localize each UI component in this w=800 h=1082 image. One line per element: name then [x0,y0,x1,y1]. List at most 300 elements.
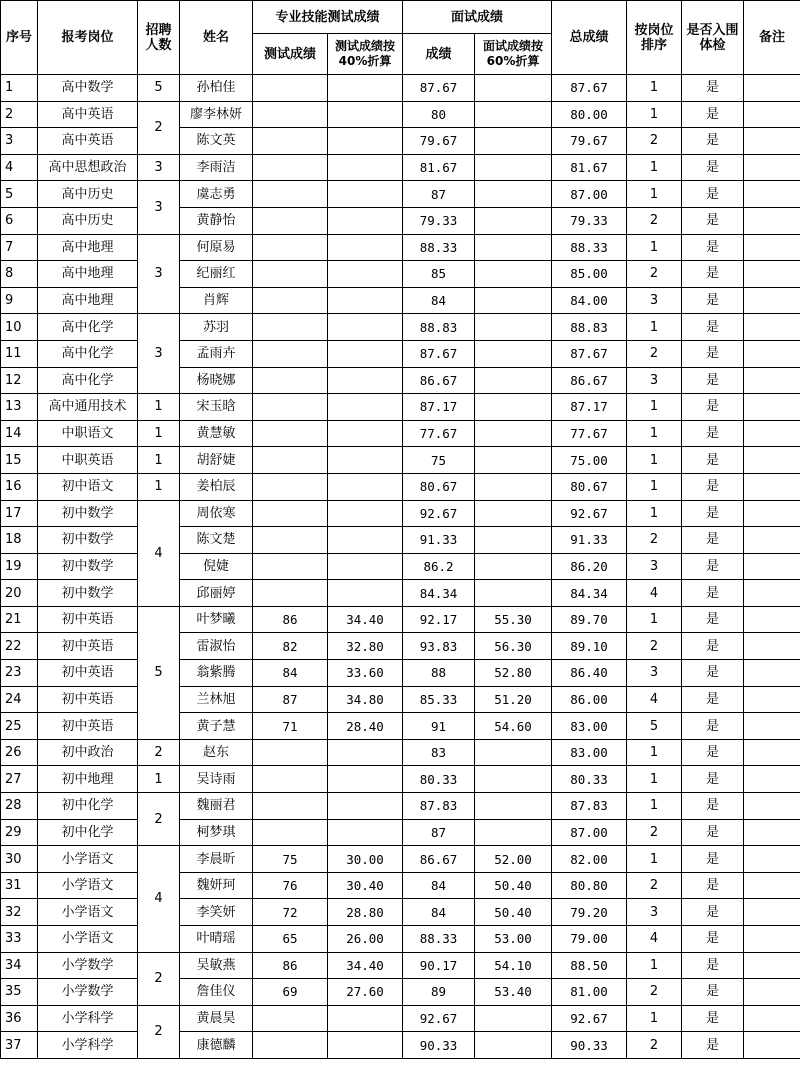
cell-skill-weighted: 33.60 [328,660,403,687]
cell-interview-score: 91.33 [403,527,475,554]
cell-skill-score [253,394,328,421]
cell-seq: 18 [1,527,38,554]
table-row [1,340,800,367]
cell-skill-score [253,154,328,181]
cell-skill-score [253,340,328,367]
cell-interview-weighted [475,234,552,261]
cell-post: 初中英语 [38,606,138,633]
cell-physical: 是 [682,952,744,979]
cell-interview-weighted: 50.40 [475,872,552,899]
cell-interview-score: 86.2 [403,553,475,580]
cell-skill-weighted [328,154,403,181]
cell-post: 小学语文 [38,926,138,953]
cell-interview-weighted [475,500,552,527]
cell-seq: 20 [1,580,38,607]
cell-interview-score: 80 [403,101,475,128]
cell-interview-score: 84 [403,287,475,314]
cell-post: 初中化学 [38,793,138,820]
cell-quota: 1 [138,394,180,421]
cell-remark [744,739,800,766]
cell-quota: 5 [138,75,180,102]
cell-skill-score [253,181,328,208]
table-row [1,846,800,873]
cell-total: 89.10 [552,633,627,660]
cell-physical: 是 [682,553,744,580]
cell-skill-score [253,128,328,155]
cell-interview-score: 88 [403,660,475,687]
cell-total: 87.83 [552,793,627,820]
cell-rank: 1 [627,952,682,979]
cell-skill-score: 72 [253,899,328,926]
cell-name: 孙柏佳 [180,75,253,102]
cell-name: 李晨昕 [180,846,253,873]
cell-interview-score: 80.33 [403,766,475,793]
cell-skill-score: 87 [253,686,328,713]
cell-skill-score [253,420,328,447]
cell-interview-weighted [475,394,552,421]
cell-skill-score [253,1005,328,1032]
cell-interview-weighted: 50.40 [475,899,552,926]
cell-interview-weighted: 52.80 [475,660,552,687]
cell-rank: 1 [627,181,682,208]
table-row [1,447,800,474]
cell-skill-score [253,101,328,128]
cell-post: 初中政治 [38,739,138,766]
cell-seq: 31 [1,872,38,899]
table-row [1,819,800,846]
cell-rank: 1 [627,75,682,102]
cell-remark [744,527,800,554]
cell-name: 翁紫腾 [180,660,253,687]
cell-name: 黄慧敏 [180,420,253,447]
cell-skill-weighted [328,1005,403,1032]
cell-skill-weighted: 30.00 [328,846,403,873]
cell-seq: 10 [1,314,38,341]
cell-interview-score: 87 [403,819,475,846]
cell-interview-weighted [475,580,552,607]
table-row [1,872,800,899]
cell-skill-weighted [328,527,403,554]
cell-skill-weighted: 28.80 [328,899,403,926]
cell-rank: 3 [627,899,682,926]
cell-remark [744,766,800,793]
cell-interview-score: 86.67 [403,367,475,394]
cell-remark [744,181,800,208]
cell-rank: 2 [627,819,682,846]
cell-seq: 32 [1,899,38,926]
cell-post: 初中英语 [38,713,138,740]
col-header-seq: 序号 [1,1,38,75]
cell-physical: 是 [682,872,744,899]
cell-rank: 1 [627,394,682,421]
cell-quota: 2 [138,952,180,1005]
cell-total: 87.67 [552,75,627,102]
cell-interview-weighted [475,793,552,820]
cell-quota: 1 [138,473,180,500]
cell-interview-weighted [475,473,552,500]
cell-interview-weighted [475,207,552,234]
cell-remark [744,500,800,527]
cell-seq: 34 [1,952,38,979]
cell-total: 84.34 [552,580,627,607]
col-header-rank: 按岗位排序 [627,1,682,75]
cell-interview-weighted [475,819,552,846]
cell-seq: 13 [1,394,38,421]
cell-rank: 1 [627,314,682,341]
cell-seq: 17 [1,500,38,527]
cell-rank: 3 [627,553,682,580]
table-row [1,739,800,766]
cell-seq: 22 [1,633,38,660]
cell-rank: 1 [627,846,682,873]
cell-total: 87.17 [552,394,627,421]
cell-skill-weighted [328,819,403,846]
cell-skill-weighted: 26.00 [328,926,403,953]
cell-interview-weighted [475,1032,552,1059]
cell-total: 80.67 [552,473,627,500]
cell-rank: 1 [627,154,682,181]
col-header-physical: 是否入围体检 [682,1,744,75]
cell-rank: 3 [627,367,682,394]
cell-name: 宋玉晗 [180,394,253,421]
table-row [1,367,800,394]
cell-rank: 1 [627,234,682,261]
cell-interview-score: 81.67 [403,154,475,181]
cell-skill-weighted [328,101,403,128]
cell-post: 高中通用技术 [38,394,138,421]
cell-post: 初中地理 [38,766,138,793]
cell-remark [744,713,800,740]
cell-remark [744,979,800,1006]
cell-physical: 是 [682,580,744,607]
cell-skill-score [253,553,328,580]
cell-skill-score [253,75,328,102]
cell-total: 84.00 [552,287,627,314]
cell-quota: 3 [138,154,180,181]
cell-post: 高中地理 [38,234,138,261]
col-header-interview-score: 成绩 [403,34,475,75]
cell-name: 杨晓娜 [180,367,253,394]
cell-interview-score: 92.67 [403,1005,475,1032]
cell-total: 83.00 [552,713,627,740]
cell-name: 陈文英 [180,128,253,155]
cell-skill-weighted: 30.40 [328,872,403,899]
cell-name: 纪丽红 [180,261,253,288]
cell-total: 87.00 [552,819,627,846]
cell-interview-weighted [475,154,552,181]
cell-interview-score: 86.67 [403,846,475,873]
cell-post: 初中英语 [38,660,138,687]
cell-name: 柯梦琪 [180,819,253,846]
cell-name: 邱丽婷 [180,580,253,607]
table-row [1,979,800,1006]
cell-remark [744,420,800,447]
cell-remark [744,926,800,953]
cell-skill-score [253,447,328,474]
cell-seq: 21 [1,606,38,633]
cell-skill-weighted [328,1032,403,1059]
cell-physical: 是 [682,181,744,208]
cell-interview-score: 75 [403,447,475,474]
cell-physical: 是 [682,713,744,740]
cell-rank: 1 [627,793,682,820]
cell-physical: 是 [682,819,744,846]
cell-physical: 是 [682,739,744,766]
cell-total: 80.33 [552,766,627,793]
cell-total: 80.00 [552,101,627,128]
cell-quota: 1 [138,420,180,447]
table-row [1,527,800,554]
cell-interview-weighted [475,314,552,341]
cell-total: 88.83 [552,314,627,341]
cell-interview-weighted: 53.00 [475,926,552,953]
cell-name: 魏丽君 [180,793,253,820]
cell-total: 79.33 [552,207,627,234]
cell-skill-weighted [328,793,403,820]
cell-interview-score: 84 [403,872,475,899]
cell-remark [744,447,800,474]
cell-skill-weighted [328,287,403,314]
cell-interview-weighted [475,739,552,766]
cell-skill-weighted [328,75,403,102]
cell-quota: 1 [138,766,180,793]
cell-post: 小学数学 [38,979,138,1006]
cell-skill-score [253,367,328,394]
cell-seq: 29 [1,819,38,846]
cell-skill-weighted: 34.40 [328,606,403,633]
cell-physical: 是 [682,846,744,873]
cell-remark [744,846,800,873]
cell-skill-score: 86 [253,952,328,979]
table-row [1,314,800,341]
cell-name: 吴诗雨 [180,766,253,793]
cell-total: 79.67 [552,128,627,155]
cell-interview-score: 87.17 [403,394,475,421]
cell-skill-weighted [328,314,403,341]
cell-rank: 1 [627,447,682,474]
cell-physical: 是 [682,606,744,633]
cell-total: 86.20 [552,553,627,580]
table-row [1,952,800,979]
cell-seq: 36 [1,1005,38,1032]
table-row [1,686,800,713]
cell-name: 黄静怡 [180,207,253,234]
cell-post: 初中英语 [38,633,138,660]
cell-seq: 7 [1,234,38,261]
cell-quota: 5 [138,606,180,739]
cell-total: 92.67 [552,1005,627,1032]
cell-skill-score: 75 [253,846,328,873]
table-row [1,926,800,953]
cell-interview-score: 85 [403,261,475,288]
cell-rank: 3 [627,660,682,687]
cell-name: 虞志勇 [180,181,253,208]
table-row [1,234,800,261]
cell-post: 初中语文 [38,473,138,500]
cell-skill-score [253,261,328,288]
cell-seq: 25 [1,713,38,740]
col-header-skill-weighted: 测试成绩按40%折算 [328,34,403,75]
cell-post: 中职英语 [38,447,138,474]
cell-rank: 4 [627,686,682,713]
cell-post: 高中历史 [38,207,138,234]
col-header-interview-group: 面试成绩 [403,1,552,34]
cell-quota: 4 [138,500,180,606]
cell-interview-weighted [475,340,552,367]
cell-rank: 4 [627,926,682,953]
cell-interview-weighted [475,447,552,474]
cell-remark [744,287,800,314]
cell-post: 初中数学 [38,553,138,580]
cell-name: 姜柏辰 [180,473,253,500]
table-row [1,633,800,660]
cell-skill-weighted: 32.80 [328,633,403,660]
cell-name: 何原易 [180,234,253,261]
cell-seq: 35 [1,979,38,1006]
cell-name: 赵东 [180,739,253,766]
cell-physical: 是 [682,394,744,421]
cell-skill-score [253,287,328,314]
cell-name: 孟雨卉 [180,340,253,367]
cell-quota: 3 [138,314,180,394]
cell-interview-weighted [475,101,552,128]
table-body [1,75,800,1059]
cell-seq: 11 [1,340,38,367]
cell-physical: 是 [682,75,744,102]
cell-remark [744,553,800,580]
cell-total: 75.00 [552,447,627,474]
cell-skill-score [253,473,328,500]
cell-physical: 是 [682,500,744,527]
cell-post: 小学语文 [38,872,138,899]
cell-total: 79.00 [552,926,627,953]
cell-skill-score [253,527,328,554]
cell-interview-score: 88.33 [403,926,475,953]
cell-interview-score: 87.83 [403,793,475,820]
cell-rank: 1 [627,1005,682,1032]
cell-physical: 是 [682,420,744,447]
cell-interview-weighted [475,420,552,447]
cell-skill-weighted [328,261,403,288]
table-row [1,75,800,102]
cell-interview-score: 80.67 [403,473,475,500]
cell-rank: 2 [627,207,682,234]
cell-interview-weighted [475,287,552,314]
cell-physical: 是 [682,367,744,394]
cell-rank: 1 [627,420,682,447]
cell-total: 85.00 [552,261,627,288]
cell-interview-score: 90.33 [403,1032,475,1059]
cell-interview-weighted: 53.40 [475,979,552,1006]
cell-post: 高中化学 [38,314,138,341]
cell-seq: 15 [1,447,38,474]
cell-physical: 是 [682,101,744,128]
cell-total: 77.67 [552,420,627,447]
cell-rank: 5 [627,713,682,740]
cell-interview-weighted [475,553,552,580]
cell-interview-weighted [475,527,552,554]
cell-skill-weighted [328,394,403,421]
cell-interview-score: 85.33 [403,686,475,713]
table-row [1,128,800,155]
cell-remark [744,340,800,367]
cell-post: 高中化学 [38,340,138,367]
cell-interview-score: 92.17 [403,606,475,633]
table-row [1,660,800,687]
cell-rank: 1 [627,473,682,500]
cell-total: 88.50 [552,952,627,979]
cell-name: 叶梦曦 [180,606,253,633]
cell-skill-score: 84 [253,660,328,687]
cell-remark [744,793,800,820]
cell-seq: 37 [1,1032,38,1059]
cell-quota: 2 [138,1005,180,1058]
cell-seq: 1 [1,75,38,102]
table-row [1,500,800,527]
cell-remark [744,394,800,421]
cell-physical: 是 [682,926,744,953]
cell-name: 詹佳仪 [180,979,253,1006]
cell-remark [744,75,800,102]
cell-seq: 16 [1,473,38,500]
cell-post: 小学语文 [38,846,138,873]
cell-rank: 1 [627,101,682,128]
cell-total: 87.67 [552,340,627,367]
cell-name: 叶晴瑶 [180,926,253,953]
cell-skill-weighted [328,553,403,580]
cell-physical: 是 [682,899,744,926]
cell-physical: 是 [682,633,744,660]
table-row [1,580,800,607]
cell-total: 92.67 [552,500,627,527]
cell-interview-score: 89 [403,979,475,1006]
cell-rank: 3 [627,287,682,314]
cell-remark [744,580,800,607]
cell-interview-weighted: 56.30 [475,633,552,660]
cell-post: 高中英语 [38,128,138,155]
cell-skill-score: 65 [253,926,328,953]
cell-name: 李雨洁 [180,154,253,181]
cell-interview-score: 90.17 [403,952,475,979]
cell-post: 高中数学 [38,75,138,102]
cell-interview-score: 87.67 [403,75,475,102]
cell-physical: 是 [682,686,744,713]
cell-total: 81.67 [552,154,627,181]
cell-post: 中职语文 [38,420,138,447]
cell-post: 高中地理 [38,287,138,314]
cell-seq: 24 [1,686,38,713]
cell-total: 81.00 [552,979,627,1006]
cell-rank: 2 [627,527,682,554]
cell-skill-score [253,1032,328,1059]
cell-total: 86.67 [552,367,627,394]
table-row [1,766,800,793]
cell-remark [744,154,800,181]
cell-rank: 1 [627,606,682,633]
cell-physical: 是 [682,1005,744,1032]
cell-interview-weighted [475,766,552,793]
cell-remark [744,1032,800,1059]
cell-post: 小学语文 [38,899,138,926]
cell-total: 89.70 [552,606,627,633]
cell-post: 初中数学 [38,580,138,607]
cell-interview-score: 93.83 [403,633,475,660]
cell-name: 胡舒婕 [180,447,253,474]
cell-seq: 12 [1,367,38,394]
cell-interview-weighted: 54.10 [475,952,552,979]
cell-interview-score: 92.67 [403,500,475,527]
cell-physical: 是 [682,979,744,1006]
